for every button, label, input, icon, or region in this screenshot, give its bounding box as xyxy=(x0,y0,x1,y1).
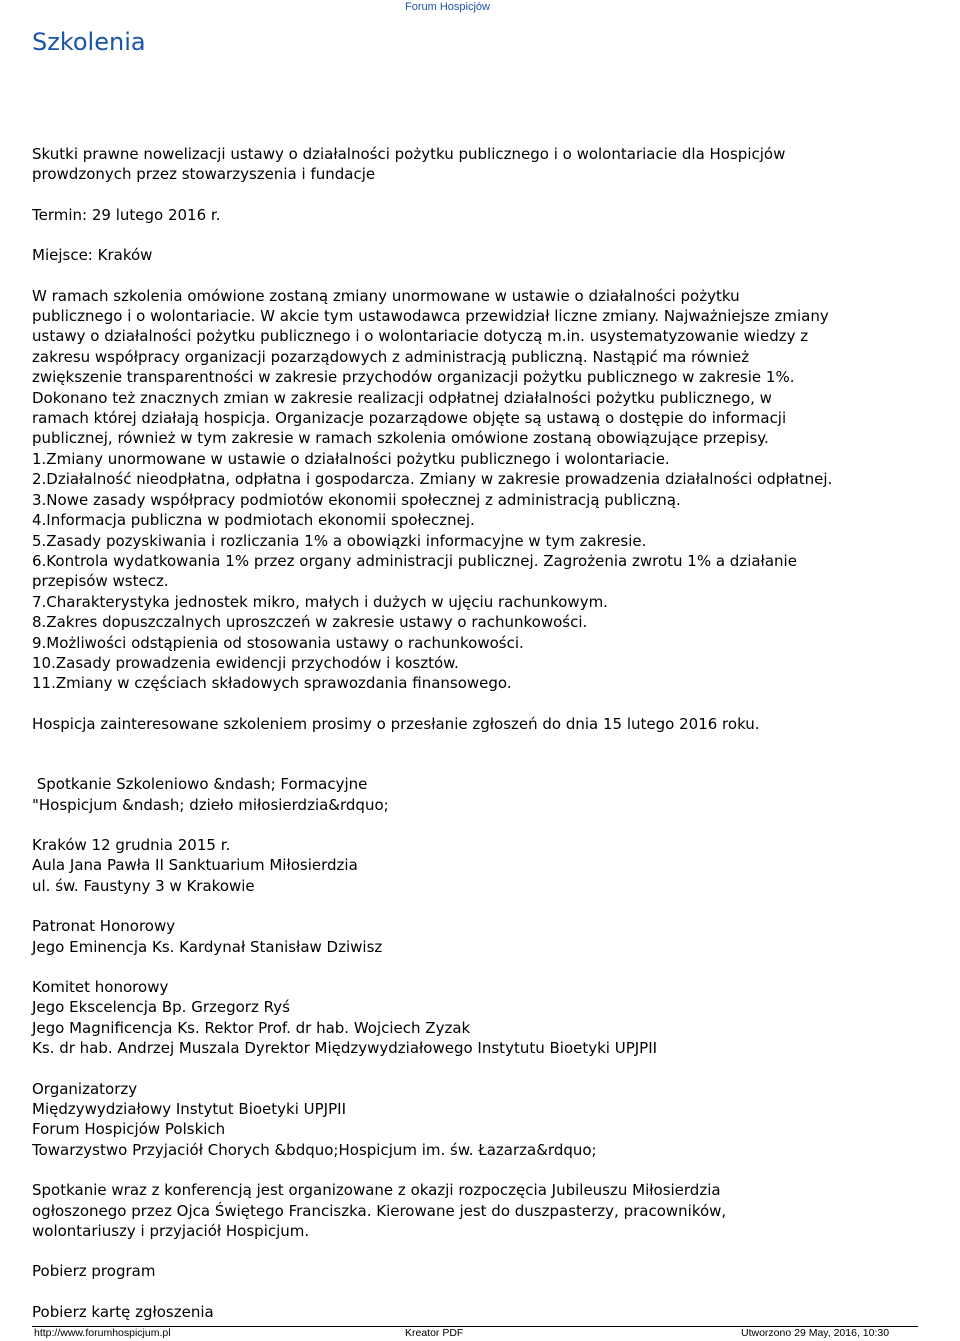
event-title: Spotkanie Szkoleniowo &ndash; Formacyjne xyxy=(32,775,368,794)
intro-text: Skutki prawne nowelizacji ustawy o działalności pożytku publicznego i o wolontariacie dla Hospicjów xyxy=(32,145,786,163)
event-place: Miejsce: Kraków xyxy=(32,246,153,265)
committee-heading: Komitet honorowy xyxy=(32,978,169,996)
body-line: zwiększenie transparentności w zakresie przychodów organizacji pożytku publicznego w zakresie 1%. xyxy=(32,368,795,387)
page-title: Szkolenia xyxy=(32,28,146,56)
event-date: Termin: 29 lutego 2016 r. xyxy=(32,205,221,224)
event-address: ul. św. Faustyny 3 w Krakowie xyxy=(32,876,255,895)
download-form-link[interactable]: Pobierz kartę zgłoszenia xyxy=(32,1302,214,1321)
organizer: Towarzystwo Przyjaciół Chorych &bdquo;Hospicjum im. św. Łazarza&rdquo; xyxy=(32,1140,597,1159)
committee-member: Jego Ekscelencja Bp. Grzegorz Ryś xyxy=(32,998,290,1017)
organizers-heading: Organizatorzy xyxy=(32,1079,138,1098)
footer-url[interactable]: http://www.forumhospicjum.pl xyxy=(34,1327,171,1339)
article-body xyxy=(32,286,947,449)
topic-item: 2.Działalność nieodpłatna, odpłatna i gospodarcza. Zmiany w zakresie prowadzenia działalności odpłatnej. xyxy=(32,470,833,489)
organizer: Forum Hospicjów Polskich xyxy=(32,1120,226,1139)
site-header: Forum Hospicjów xyxy=(405,1,490,13)
patronage-heading: Patronat Honorowy xyxy=(32,917,176,936)
topic-item: 4.Informacja publiczna w podmiotach ekonomii społecznej. xyxy=(32,511,475,530)
event-title: "Hospicjum &ndash; dzieło miłosierdzia&rdquo; xyxy=(32,795,389,814)
footer-creator: Kreator PDF xyxy=(405,1327,464,1339)
topics-list xyxy=(32,449,947,694)
footer-created-date: Utworzono 29 May, 2016, 10:30 xyxy=(741,1327,890,1339)
intro-text: prowdzonych przez stowarzyszenia i fundacje xyxy=(32,165,376,184)
closing-text: ogłoszonego przez Ojca Świętego Franciszka. Kierowane jest do duszpasterzy, pracowników, xyxy=(32,1201,727,1220)
topic-item: 3.Nowe zasady współpracy podmiotów ekonomii społecznej z administracją publiczną. xyxy=(32,490,681,509)
patronage-person: Jego Eminencja Ks. Kardynał Stanisław Dziwisz xyxy=(32,937,383,956)
body-line: publicznej, również w tym zakresie w ramach szkolenia omówione zostaną obowiązujące przepisy. xyxy=(32,429,769,448)
topic-item: 5.Zasady pozyskiwania i rozliczania 1% a obowiązki informacyjne w tym zakresie. xyxy=(32,531,647,550)
topic-item: przepisów wstecz. xyxy=(32,572,169,591)
committee-member: Jego Magnificencja Ks. Rektor Prof. dr hab. Wojciech Zyzak xyxy=(32,1018,471,1037)
topic-item: 9.Możliwości odstąpienia od stosowania ustawy o rachunkowości. xyxy=(32,633,524,652)
body-line: W ramach szkolenia omówione zostaną zmiany unormowane w ustawie o działalności pożytku xyxy=(32,286,740,305)
body-line: publicznego i o wolontariacie. W akcie tym ustawodawca przewidział liczne zmiany. Najważniejsze zmiany xyxy=(32,307,829,326)
body-line: Dokonano też znacznych zmian w zakresie realizacji odpłatnej działalności pożytku publicznego, w xyxy=(32,388,772,407)
topic-item: 11.Zmiany w częściach składowych sprawozdania finansowego. xyxy=(32,674,512,693)
topic-item: 8.Zakres dopuszczalnych uproszczeń w zakresie ustawy o rachunkowości. xyxy=(32,613,588,632)
topic-item: 6.Kontrola wydatkowania 1% przez organy administracji publicznej. Zagrożenia zwrotu 1% a działanie xyxy=(32,551,797,570)
closing-text: Spotkanie wraz z konferencją jest organizowane z okazji rozpoczęcia Jubileuszu Miłosierdzia xyxy=(32,1181,721,1200)
topic-item: 1.Zmiany unormowane w ustawie o działalności pożytku publicznego i wolontariacie. xyxy=(32,449,670,468)
article-content xyxy=(32,144,947,1322)
closing-text: wolontariuszy i przyjaciół Hospicjum. xyxy=(32,1222,310,1241)
topic-item: 7.Charakterystyka jednostek mikro, małych i dużych w ujęciu rachunkowym. xyxy=(32,592,608,611)
body-line: ramach której działają hospicja. Organizacje pozarządowe objęte są ustawą o dostępie do informacji xyxy=(32,409,787,428)
page-footer xyxy=(0,1326,960,1340)
download-program-link[interactable]: Pobierz program xyxy=(32,1262,156,1281)
registration-note: Hospicja zainteresowane szkoleniem prosimy o przesłanie zgłoszeń do dnia 15 lutego 2016 roku. xyxy=(32,714,760,733)
event-venue: Aula Jana Pawła II Sanktuarium Miłosierdzia xyxy=(32,856,358,875)
topic-item: 10.Zasady prowadzenia ewidencji przychodów i kosztów. xyxy=(32,653,459,672)
event-date: Kraków 12 grudnia 2015 r. xyxy=(32,835,231,854)
body-line: ustawy o działalności pożytku publicznego i o wolontariacie dotyczą m.in. usystematyzowanie wiedzy z xyxy=(32,327,809,346)
committee-member: Ks. dr hab. Andrzej Muszala Dyrektor Międzywydziałowego Instytutu Bioetyki UPJPII xyxy=(32,1039,658,1058)
body-line: zakresu współpracy organizacji pozarządowych z administracją publiczną. Nastąpić ma również xyxy=(32,347,750,366)
organizer: Międzywydziałowy Instytut Bioetyki UPJPII xyxy=(32,1100,346,1119)
